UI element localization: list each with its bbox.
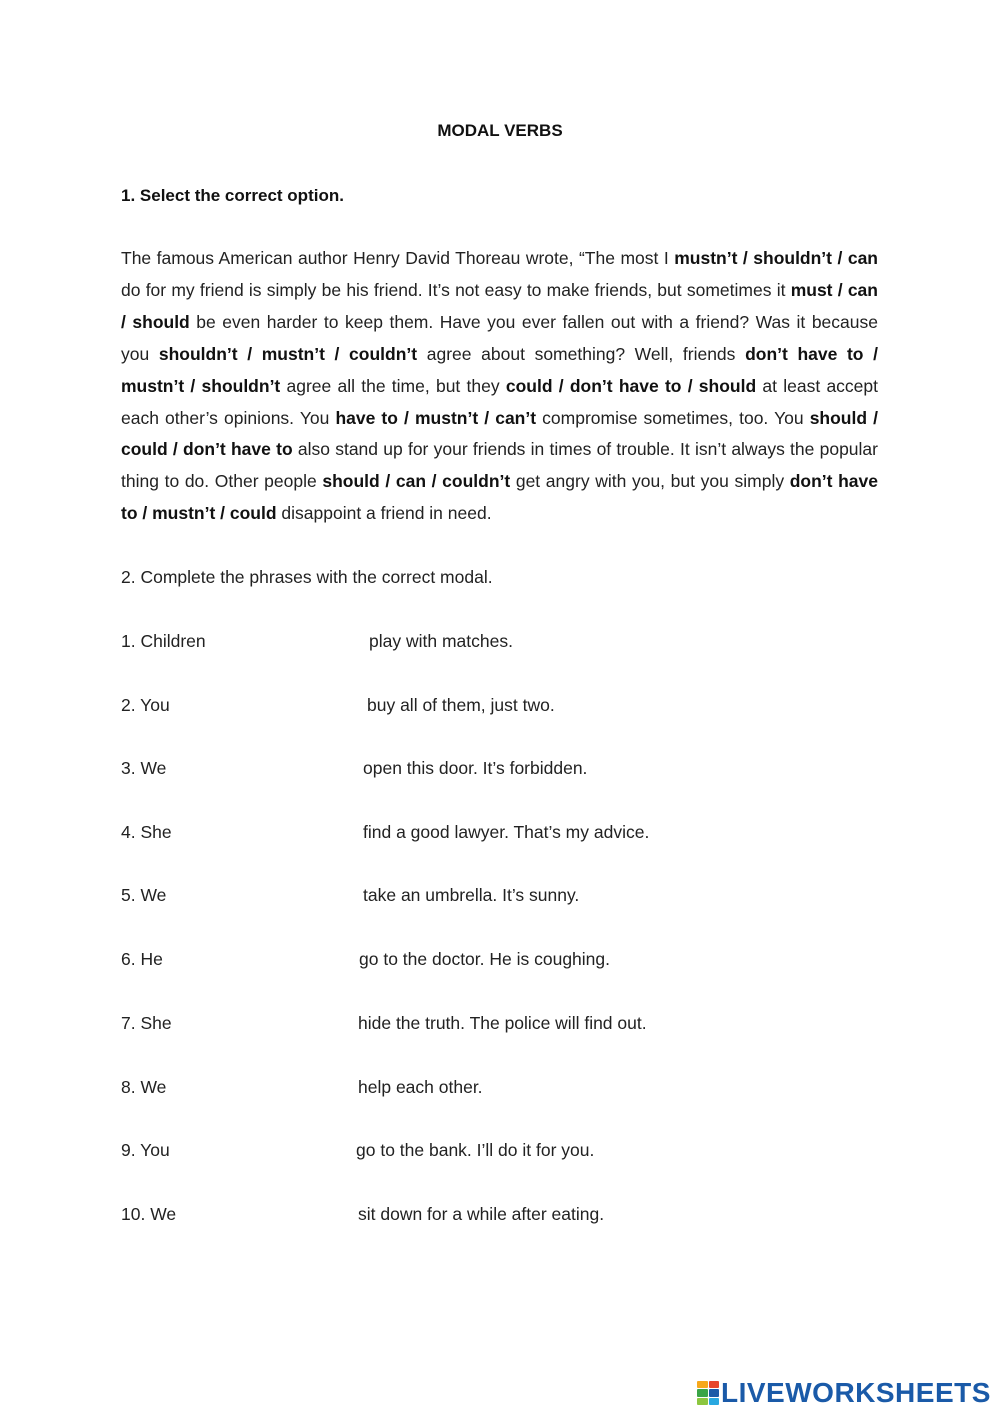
item-rest: go to the doctor. He is coughing. — [359, 949, 610, 969]
item-subject: 1. Children — [121, 631, 206, 651]
option-group[interactable]: should / could / don’t have to — [121, 407, 878, 460]
option-group[interactable]: don’t have to / mustn’t / could — [121, 471, 879, 524]
option-group[interactable]: have to / mustn’t / can’t — [335, 407, 537, 428]
paragraph-text: be even harder to keep them. Have you ever fallen out with a friend? Was it because you — [121, 311, 878, 364]
option-group[interactable]: don’t have to / mustn’t / shouldn’t — [121, 343, 879, 396]
paragraph-text: get angry with you, but you simply — [510, 471, 790, 492]
item-rest: play with matches. — [369, 631, 513, 651]
item-subject: 7. She — [121, 1013, 172, 1033]
item-rest: hide the truth. The police will find out. — [358, 1013, 647, 1033]
item-rest: go to the bank. I’ll do it for you. — [356, 1140, 595, 1160]
item-subject: 10. We — [121, 1204, 177, 1224]
paragraph-text: also stand up for your friends in times of trouble. It isn’t always the popular thing to do. Other people — [121, 439, 878, 492]
item-subject: 5. We — [121, 885, 167, 905]
item-subject: 4. She — [121, 822, 172, 842]
item-subject: 3. We — [121, 758, 167, 778]
item-rest: take an umbrella. It’s sunny. — [363, 885, 580, 905]
paragraph-text: do for my friend is simply be his friend. It’s not easy to make friends, but sometimes it — [121, 279, 791, 300]
logo-text: LIVEWORKSHEETS — [721, 1377, 991, 1408]
item-subject: 8. We — [121, 1077, 167, 1097]
item-rest: sit down for a while after eating. — [358, 1204, 605, 1224]
item-rest: find a good lawyer. That’s my advice. — [363, 822, 650, 842]
option-group[interactable]: mustn’t / shouldn’t / can — [674, 248, 879, 268]
option-group[interactable]: shouldn’t / mustn’t / couldn’t — [158, 343, 418, 364]
section-2-heading: 2. Complete the phrases with the correct modal. — [121, 567, 493, 587]
paragraph-text: disappoint a friend in need. — [276, 503, 492, 524]
option-group[interactable]: should / can / couldn’t — [322, 471, 511, 492]
section-1-paragraph — [121, 243, 878, 530]
liveworksheets-logo[interactable] — [697, 1378, 991, 1408]
item-subject: 6. He — [121, 949, 163, 969]
liveworksheets-logo-icon — [697, 1381, 719, 1405]
section-1-heading: 1. Select the correct option. — [121, 186, 344, 205]
paragraph-text: at least accept each other’s opinions. You — [121, 375, 878, 428]
item-rest: buy all of them, just two. — [367, 695, 555, 715]
paragraph-text: The famous American author Henry David Thoreau wrote, “The most I — [121, 248, 675, 268]
paragraph-text: agree about something? Well, friends — [417, 343, 746, 364]
paragraph-text: compromise sometimes, too. You — [536, 407, 810, 428]
paragraph-text: agree all the time, but they — [280, 375, 506, 396]
page-title: MODAL VERBS — [437, 121, 563, 140]
item-rest: open this door. It’s forbidden. — [363, 758, 588, 778]
item-subject: 9. You — [121, 1140, 170, 1160]
option-group[interactable]: must / can / should — [121, 279, 878, 332]
item-subject: 2. You — [121, 695, 170, 715]
item-rest: help each other. — [358, 1077, 483, 1097]
option-group[interactable]: could / don’t have to / should — [505, 375, 757, 396]
